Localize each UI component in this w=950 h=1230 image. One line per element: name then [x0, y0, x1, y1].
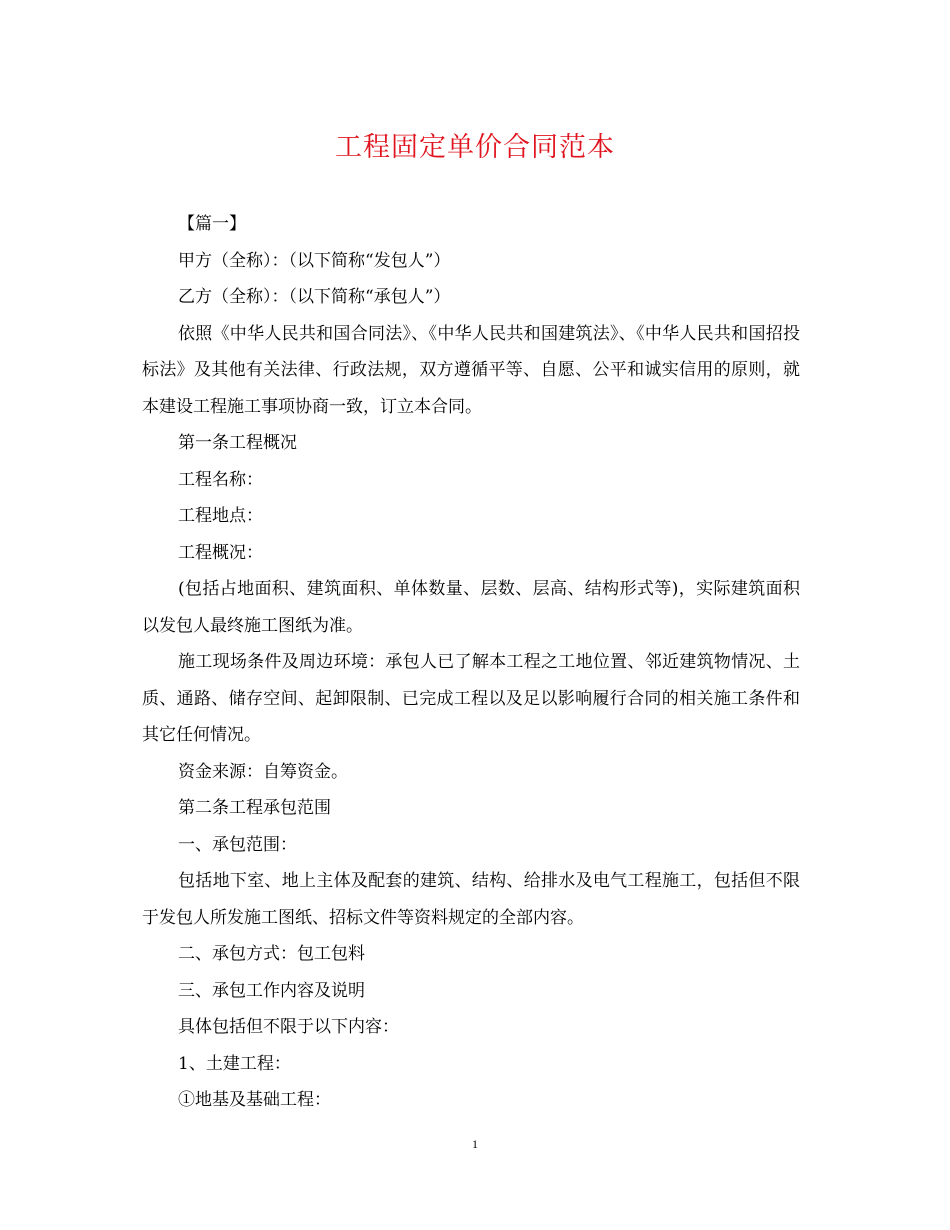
section-heading: 【篇一】: [178, 214, 246, 234]
foundation-works-item: ①地基及基础工程：: [178, 1090, 331, 1110]
document-body: [142, 206, 800, 1119]
article-heading: 第一条工程概况: [178, 433, 297, 453]
scope-heading: 一、承包范围：: [178, 834, 297, 855]
work-content-heading: 三、承包工作内容及说明: [178, 980, 365, 1001]
article-heading: 第二条工程承包范围: [178, 798, 331, 818]
document-title: 工程固定单价合同范本: [335, 132, 615, 163]
project-overview-line: 工程概况：: [178, 542, 263, 563]
party-a-line: 甲方（全称）：（以下简称“发包人”）: [178, 250, 451, 271]
page-number: 1: [472, 1137, 478, 1151]
work-content-intro: 具体包括但不限于以下内容：: [178, 1017, 399, 1037]
funding-source-line: 资金来源：自筹资金。: [178, 761, 348, 782]
site-conditions-paragraph: 施工现场条件及周边环境：承包人已了解本工程之工地位置、邻近建筑物情况、土质、通路、储存空间、起卸限制、已完成工程以及足以影响履行合同的相关施工条件和其它任何情况。: [142, 652, 800, 745]
overview-detail-paragraph: (包括占地面积、建筑面积、单体数量、层数、层高、结构形式等)，实际建筑面积以发包人最终施工图纸为准。: [142, 579, 800, 636]
project-location-line: 工程地点：: [178, 506, 263, 526]
project-name-line: 工程名称：: [178, 469, 263, 490]
civil-works-item: 1、土建工程：: [178, 1053, 291, 1074]
contract-mode-line: 二、承包方式：包工包料: [178, 944, 365, 964]
party-b-line: 乙方（全称）：（以下简称“承包人”）: [178, 287, 451, 307]
scope-paragraph: 包括地下室、地上主体及配套的建筑、结构、给排水及电气工程施工，包括但不限于发包人所发施工图纸、招标文件等资料规定的全部内容。: [142, 871, 800, 928]
preamble-paragraph: 依照《中华人民共和国合同法》、《中华人民共和国建筑法》、《中华人民共和国招投标法》及其他有关法律、行政法规，双方遵循平等、自愿、公平和诚实信用的原则，就本建设工程施工事项协商一致，订立本合同。: [142, 323, 800, 417]
